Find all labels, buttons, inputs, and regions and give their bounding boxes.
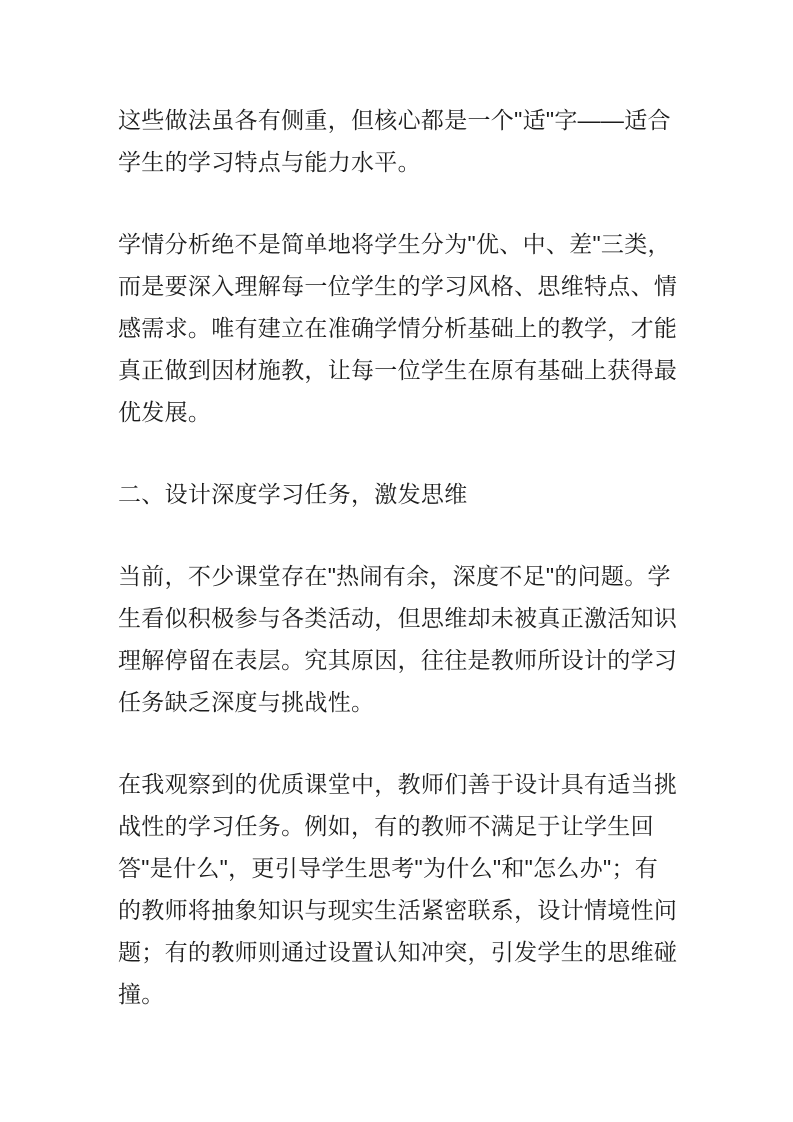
section-heading-deep-learning-tasks: 二、设计深度学习任务，激发思维: [118, 481, 468, 507]
paragraph-adaptive-teaching: 这些做法虽各有侧重，但核心都是一个"适"字——适合学生的学习特点与能力水平。: [118, 107, 671, 175]
paragraph-quality-classroom-examples: 在我观察到的优质课堂中，教师们善于设计具有适当挑战性的学习任务。例如，有的教师不满足于让学生回答"是什么"，更引导学生思考"为什么"和"怎么办"；有的教师将抽象知识与现实生活紧密联系，设计情境性问题；有的教师则通过设置认知冲突，引发学生的思维碰撞。: [118, 771, 678, 1007]
paragraph-classroom-problem: 当前，不少课堂存在"热闹有余，深度不足"的问题。学生看似积极参与各类活动，但思维却未被真正激活知识理解停留在表层。究其原因，往往是教师所设计的学习任务缺乏深度与挑战性。: [118, 563, 678, 715]
document-body: [118, 99, 678, 1015]
paragraph-learner-analysis: 学情分析绝不是简单地将学生分为"优、中、差"三类，而是要深入理解每一位学生的学习风格、思维特点、情感需求。唯有建立在准确学情分析基础上的教学，才能真正做到因材施教，让每一位学生在原有基础上获得最优发展。: [118, 231, 678, 425]
